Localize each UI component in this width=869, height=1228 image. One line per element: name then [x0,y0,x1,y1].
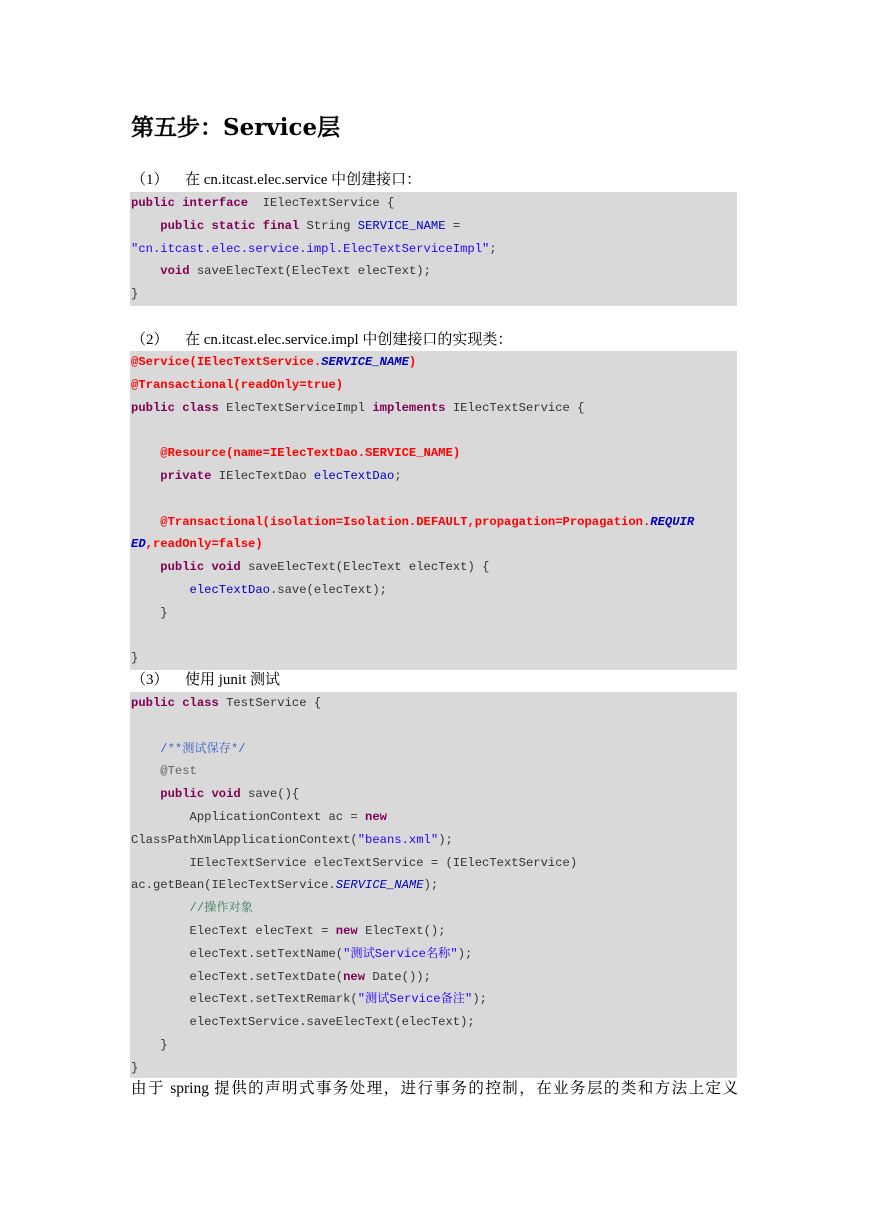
code-line [130,192,737,215]
code-token: "测试Service名称" [343,946,458,961]
code-token: ); [423,878,439,893]
code-token [131,764,160,778]
code-line [130,874,737,897]
code-token: /**测试保存*/ [160,741,246,756]
code-token: } [131,1060,139,1075]
code-line [130,829,737,852]
code-token: Date()); [365,969,431,984]
code-line [130,397,737,420]
code-block-interface [130,192,737,306]
code-token [131,219,160,233]
code-line [130,920,737,943]
code-token: elecTextService.saveElecText(elecText); [131,1015,475,1030]
step-1 [131,169,421,191]
code-token: ElecTextServiceImpl [218,400,373,415]
code-line [130,1034,737,1057]
code-token: implements [372,400,446,415]
code-token: SERVICE_NAME [321,355,409,369]
code-block-impl [130,351,737,670]
code-token [131,560,160,574]
code-token: //操作对象 [189,901,253,916]
code-line [130,692,737,715]
step-number: （3） [131,672,169,688]
code-token: ); [457,946,473,961]
code-token: @Test [160,764,197,779]
code-token: @Service(IElecTextService. [131,355,322,369]
code-line [130,806,737,829]
code-line [130,579,737,602]
code-token: public class [131,696,219,710]
code-token: void [160,264,190,279]
code-token: } [131,605,168,620]
code-line [130,374,737,397]
code-token: String [299,218,358,233]
code-token [131,515,160,529]
code-token: SERVICE_NAME [335,878,424,893]
code-token: ,readOnly=false) [145,537,263,552]
code-token: IElecTextService { [248,196,395,210]
step-text: 使用 junit 测试 [185,672,281,688]
code-block-test [130,692,737,1078]
code-token: IElecTextDao [211,468,314,483]
code-line [130,1057,737,1080]
code-line [130,602,737,625]
code-token: "cn.itcast.elec.service.impl.ElecTextServiceImpl" [131,241,490,256]
code-token: } [131,287,139,302]
code-token: elecText.setTextRemark( [131,992,358,1007]
code-token: new [335,923,358,938]
code-token: ; [394,468,402,483]
step-3 [131,669,280,691]
code-token: public void [160,787,241,802]
code-token: public class [131,400,219,415]
code-token [131,583,190,597]
step-text: 在 cn.itcast.elec.service 中创建接口： [185,172,422,188]
code-token: saveElecText(ElecText elecText); [189,264,431,279]
code-token: "beans.xml" [357,832,439,847]
code-token: IElecTextService { [445,400,585,415]
code-token: save(){ [240,787,300,802]
code-line [130,260,737,283]
code-line [130,943,737,966]
code-line [130,442,737,465]
code-line [130,988,737,1011]
code-token: new [365,809,387,824]
code-line [130,419,737,442]
code-line [130,625,737,648]
section-heading: 第五步：Service层 [131,114,341,141]
code-token: ElecText elecText = [131,923,336,938]
code-line [130,647,737,670]
code-token: elecText.setTextDate( [131,969,344,984]
code-token: SERVICE_NAME [357,218,446,233]
code-token: ClassPathXmlApplicationContext( [131,832,358,847]
code-token: private [160,468,212,483]
code-line [130,533,737,556]
code-token [131,264,160,278]
code-token: saveElecText(ElecText elecText) { [240,560,490,575]
code-token [131,446,160,460]
code-token: IElecTextService elecTextService = (IElecTextService) [131,855,578,870]
code-token: = [445,218,461,233]
code-token: public void [160,560,241,575]
code-token [131,469,160,483]
step-number: （2） [131,332,169,348]
code-token: @Transactional(isolation=Isolation.DEFAULT,propagation=Propagation. [160,514,651,529]
code-token: new [343,969,366,984]
step-2 [131,329,512,351]
code-line [130,852,737,875]
code-token [131,742,160,756]
code-token: public static final [160,218,300,233]
code-line [130,488,737,511]
code-line [130,556,737,579]
code-token: } [131,651,139,666]
code-token: ; [489,241,497,256]
code-token: } [131,1037,168,1052]
code-token: "测试Service备注" [357,992,473,1007]
code-token: ElecText(); [357,923,446,938]
code-token [131,901,190,915]
code-token: .save(elecText); [269,582,387,597]
code-line [130,738,737,761]
code-line [130,760,737,783]
code-token: elecText.setTextName( [131,946,344,961]
code-line [130,1011,737,1034]
code-token: ApplicationContext ac = [131,809,366,824]
code-token: ) [408,355,417,369]
code-token: @Transactional(readOnly=true) [131,377,344,392]
code-line [130,966,737,989]
code-line [130,238,737,261]
code-line [130,351,737,374]
code-token: public interface [131,196,249,210]
code-token: ac.getBean(IElecTextService. [131,878,336,893]
code-token: elecTextDao [189,582,270,597]
code-line [130,897,737,920]
step-number: （1） [131,172,169,188]
step-text: 在 cn.itcast.elec.service.impl 中创建接口的实现类： [185,332,513,348]
code-line [130,465,737,488]
code-token: REQUIR [650,514,695,529]
code-token: ); [438,832,453,847]
code-line [130,283,737,306]
code-token: ); [472,992,487,1007]
code-token: ED [131,537,146,552]
code-token: elecTextDao [313,468,395,483]
code-token [131,787,160,801]
code-line [130,215,737,238]
code-line [130,511,737,534]
code-token: TestService { [218,696,322,710]
body-paragraph: 由于 spring 提供的声明式事务处理，进行事务的控制，在业务层的类和方法上定义 [131,1080,738,1097]
code-line [130,783,737,806]
code-line [130,715,737,738]
code-token: @Resource(name=IElecTextDao.SERVICE_NAME) [160,446,461,461]
